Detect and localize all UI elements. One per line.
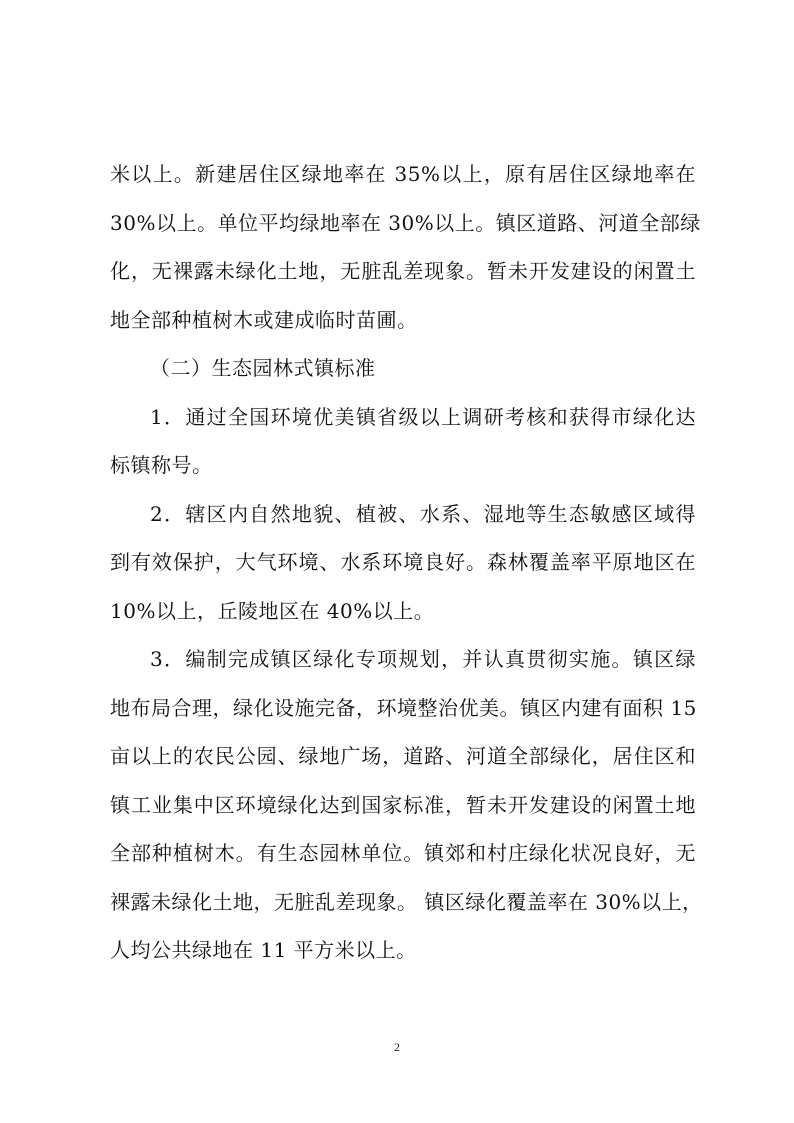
text-line: 30%以上。单位平均绿地率在 30%以上。镇区道路、河道全部绿	[110, 210, 701, 235]
list-item-1	[110, 393, 696, 490]
text-line: 镇工业集中区环境绿化达到国家标准，暂未开发建设的闲置土地	[110, 792, 696, 817]
text-line: 米以上。新建居住区绿地率在 35%以上，原有居住区绿地率在	[110, 162, 696, 186]
text-line: 人均公共绿地在 11 平方米以上。	[110, 938, 417, 962]
text-line: 2．辖区内自然地貌、植被、水系、湿地等生态敏感区域得	[150, 501, 696, 526]
text-line: 1．通过全国环境优美镇省级以上调研考核和获得市绿化达	[150, 404, 696, 429]
text-line: 标镇称号。	[110, 453, 213, 477]
text-line: 亩以上的农民公园、绿地广场，道路、河道全部绿化，居住区和	[110, 744, 696, 768]
section-heading	[110, 344, 696, 393]
text-line: 到有效保护，大气环境、水系环境良好。森林覆盖率平原地区在	[110, 550, 696, 574]
text-line: 地全部种植树木或建成临时苗圃。	[110, 307, 418, 332]
text-line: 地布局合理，绿化设施完备，环境整治优美。镇区内建有面积 15	[110, 695, 697, 720]
page-number: 2	[394, 1040, 400, 1054]
text-line: 全部种植树木。有生态园林单位。镇郊和村庄绿化状况良好，无	[110, 841, 696, 865]
document-body	[110, 150, 703, 975]
list-item-2	[110, 490, 696, 636]
text-line: 3．编制完成镇区绿化专项规划，并认真贯彻实施。镇区绿	[150, 647, 696, 671]
text-line: 化，无裸露未绿化土地，无脏乱差现象。暂未开发建设的闲置土	[110, 259, 696, 283]
heading-text: （二）生态园林式镇标准	[150, 356, 376, 380]
paragraph-continuation	[110, 150, 701, 344]
text-line: 10%以上，丘陵地区在 40%以上。	[110, 598, 435, 623]
list-item-3	[110, 635, 703, 975]
text-line: 裸露未绿化土地，无脏乱差现象。 镇区绿化覆盖率在 30%以上，	[110, 889, 703, 914]
